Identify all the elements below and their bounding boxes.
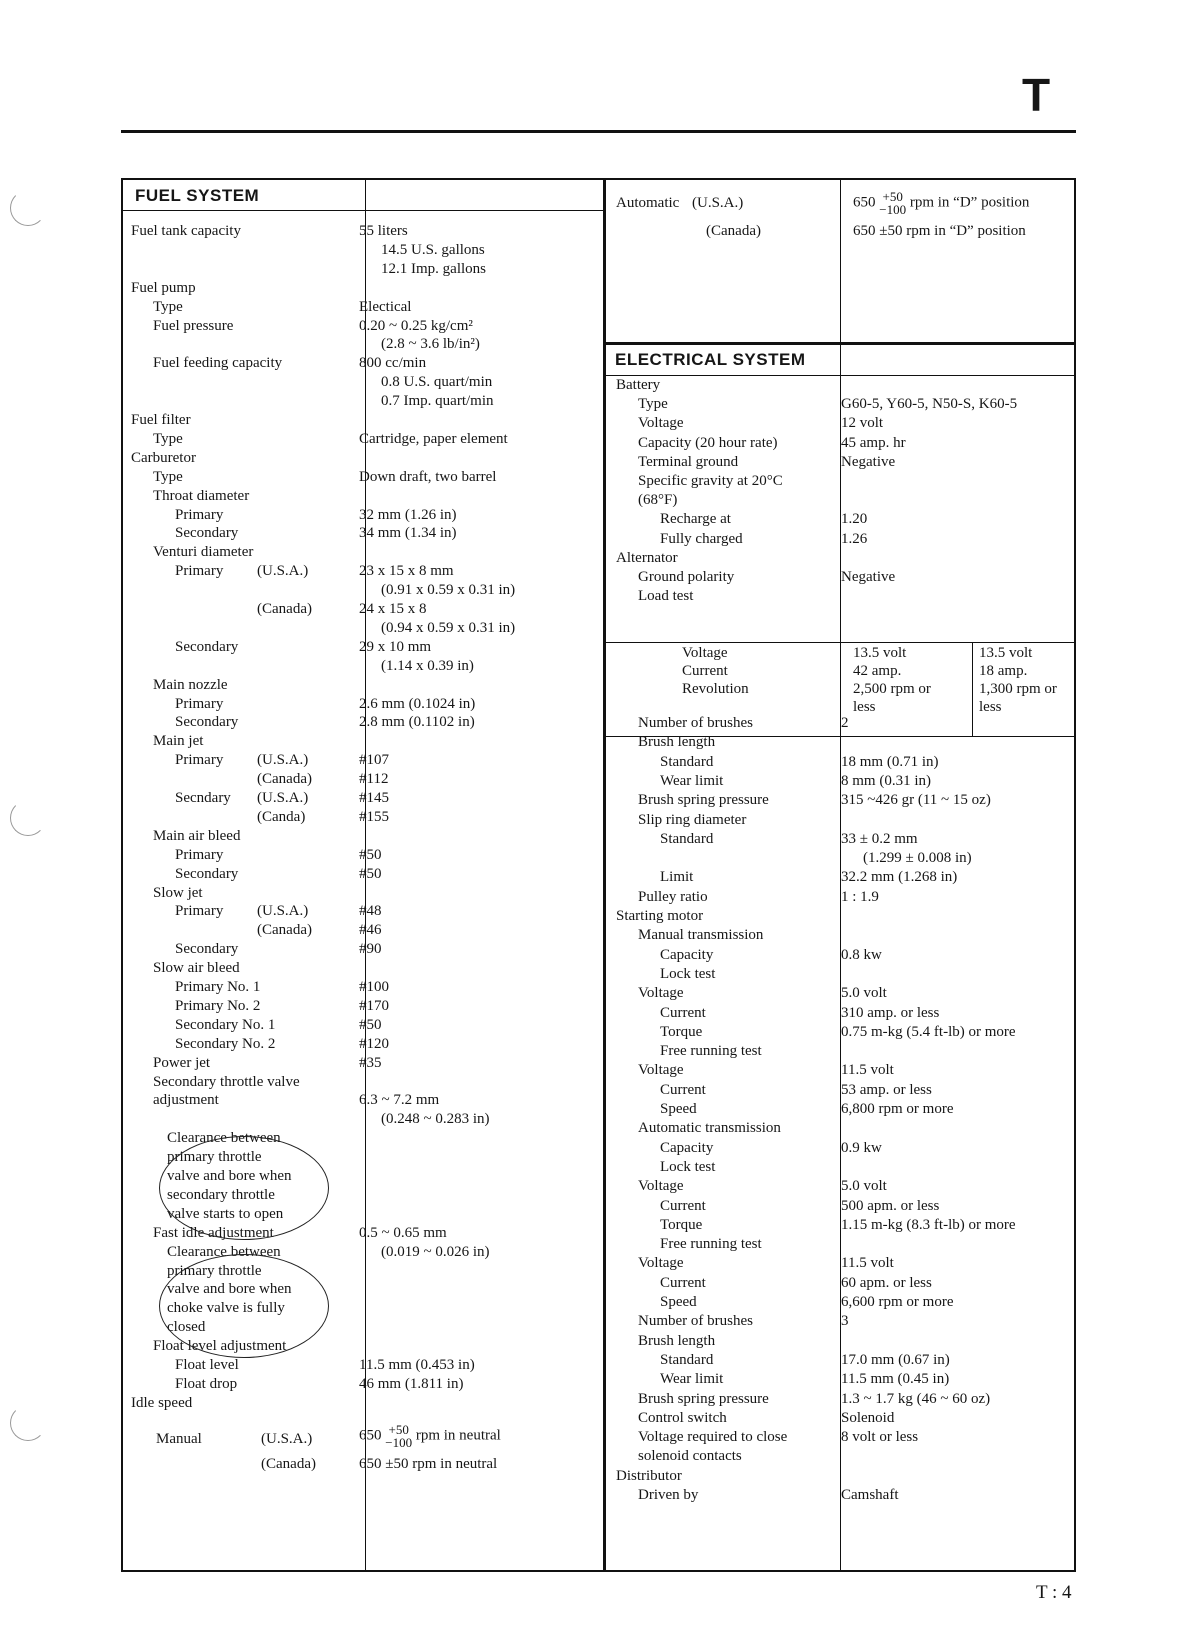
- elec-b-row-30-label: Speed: [660, 1294, 697, 1310]
- load-test-label-current: Current: [682, 663, 728, 679]
- elec-a-row-7-label: Recharge at: [660, 511, 731, 528]
- fuel-row-33-value: #50: [359, 846, 382, 863]
- elec-b-row-35-label: Brush spring pressure: [638, 1390, 769, 1407]
- idle-manual-label: Manual: [156, 1431, 202, 1447]
- fuel-row-18-label: Primary: [175, 563, 224, 580]
- elec-b-row-0-value: 2: [841, 715, 849, 731]
- fuel-row-4-label: Type: [153, 298, 183, 315]
- elec-a-row-6-label: (68°F): [638, 492, 678, 509]
- fuel-row-44-value: #35: [359, 1054, 382, 1071]
- elec-b-row-22-value: 0.9 kw: [841, 1139, 882, 1156]
- fuel-row-22-value: 29 x 10 mm: [359, 638, 432, 655]
- automatic-usa-tolerance: [879, 190, 906, 216]
- elec-b-row-6-value: 33 ± 0.2 mm: [841, 830, 918, 847]
- elec-b-row-0-label: Number of brushes: [638, 715, 753, 731]
- elec-b-row-12-value: 0.8 kw: [841, 946, 882, 963]
- elec-b-row-36-label: Control switch: [638, 1409, 727, 1426]
- fuel-row-7-label: Fuel feeding capacity: [153, 355, 283, 372]
- fuel-row-57-label: choke valve is fully: [167, 1300, 285, 1317]
- fuel-row-33-label: Primary: [175, 846, 224, 863]
- fuel-row-53-label: Fast idle adjustment: [153, 1224, 274, 1241]
- elec-b-row-33-value: 17.0 mm (0.67 in): [841, 1351, 950, 1368]
- elec-b-row-3-label: Wear limit: [660, 772, 724, 789]
- load-test-top: [603, 642, 1074, 643]
- elec-b-row-36-value: Solenoid: [841, 1409, 895, 1426]
- fuel-system-title: FUEL SYSTEM: [135, 186, 260, 205]
- fuel-row-42-value: #50: [359, 1016, 382, 1033]
- page-number: T : 4: [1036, 1582, 1072, 1603]
- fuel-row-40-value: #100: [359, 979, 389, 995]
- elec-b-row-34-label: Wear limit: [660, 1371, 724, 1388]
- elec-b-row-16-label: Torque: [660, 1023, 703, 1040]
- elec-b-row-8-value: 32.2 mm (1.268 in): [841, 869, 958, 886]
- fuel-row-20-region: (Canada): [257, 601, 312, 617]
- fuel-row-30-value: #145: [359, 790, 389, 806]
- automatic-canada-value: 650 ±50 rpm in “D” position: [853, 223, 1026, 239]
- fuel-row-54-label: Clearance between: [167, 1243, 281, 1260]
- fuel-row-56-label: valve and bore when: [167, 1281, 292, 1298]
- fuel-row-25-label: Primary: [175, 695, 224, 712]
- elec-a-row-2-label: Voltage: [638, 415, 684, 432]
- elec-a-row-0-label: Battery: [616, 377, 661, 393]
- elec-b-row-12-label: Capacity: [660, 946, 714, 963]
- fuel-row-5-value: 0.20 ~ 0.25 kg/cm²: [359, 317, 473, 334]
- fuel-row-16-label: Secondary: [175, 525, 239, 542]
- idle-usa-tolerance: [385, 1423, 412, 1449]
- elec-b-row-2-label: Standard: [660, 753, 714, 770]
- fuel-title-underline: [123, 210, 603, 211]
- idle-usa-value: [359, 1423, 501, 1449]
- fuel-row-45-label: Secondary throttle valve: [153, 1073, 300, 1090]
- fuel-row-20-value: 24 x 15 x 8: [359, 601, 427, 617]
- fuel-row-62-label: Idle speed: [131, 1394, 193, 1411]
- elec-a-row-9-label: Alternator: [616, 549, 678, 566]
- fuel-row-43-label: Secondary No. 2: [175, 1035, 276, 1052]
- fuel-row-2-value: 12.1 Imp. gallons: [381, 260, 486, 277]
- automatic-usa-base: 650: [853, 194, 876, 211]
- fuel-row-60-value: 11.5 mm (0.453 in): [359, 1357, 475, 1373]
- fuel-row-29-value: #112: [359, 771, 389, 788]
- elec-b-row-21-label: Automatic transmission: [638, 1120, 781, 1137]
- fuel-row-26-label: Secondary: [175, 714, 239, 731]
- elec-a-row-10-label: Ground polarity: [638, 569, 735, 585]
- elec-b-row-38-label: solenoid contacts: [638, 1448, 742, 1465]
- automatic-usa-tail: rpm in “D” position: [909, 194, 1030, 211]
- idle-usa-base: 650: [359, 1427, 382, 1444]
- fuel-row-11-label: Type: [153, 430, 183, 447]
- fuel-row-13-value: Down draft, two barrel: [359, 468, 497, 485]
- idle-canada-label: (Canada): [261, 1456, 316, 1472]
- fuel-row-23-value: (1.14 x 0.39 in): [381, 657, 474, 674]
- elec-b-row-40-label: Driven by: [638, 1487, 699, 1503]
- elec-b-row-18-value: 11.5 volt: [841, 1062, 894, 1079]
- elec-a-row-8-label: Fully charged: [660, 530, 743, 547]
- elec-b-row-25-label: Current: [660, 1197, 706, 1214]
- fuel-row-8-value: 0.8 U.S. quart/min: [381, 374, 493, 391]
- elec-b-row-19-label: Current: [660, 1081, 706, 1098]
- binder-hole-top: [10, 190, 46, 226]
- fuel-row-41-value: #170: [359, 997, 389, 1014]
- fuel-row-10-label: Fuel filter: [131, 412, 191, 428]
- elec-title-underline: [603, 375, 1074, 376]
- fuel-row-3-label: Fuel pump: [131, 279, 196, 296]
- elec-b-row-28-label: Voltage: [638, 1255, 684, 1272]
- fuel-row-40-label: Primary No. 1: [175, 979, 261, 995]
- elec-b-row-15-label: Current: [660, 1004, 706, 1021]
- load-test-c1-less: less: [853, 699, 876, 715]
- fuel-row-34-value: #50: [359, 865, 382, 882]
- automatic-usa-label: (U.S.A.): [692, 195, 744, 211]
- elec-b-row-14-value: 5.0 volt: [841, 985, 887, 1002]
- fuel-row-14-label: Throat diameter: [153, 487, 250, 504]
- fuel-row-34-label: Secondary: [175, 865, 239, 882]
- fuel-row-42-label: Secondary No. 1: [175, 1016, 276, 1033]
- fuel-row-0-label: Fuel tank capacity: [131, 223, 241, 239]
- elec-b-row-37-label: Voltage required to close: [638, 1429, 788, 1446]
- elec-b-row-24-label: Voltage: [638, 1178, 684, 1195]
- elec-a-row-8-value: 1.26: [841, 530, 868, 547]
- fuel-row-19-value: (0.91 x 0.59 x 0.31 in): [381, 582, 516, 599]
- fuel-row-38-value: #90: [359, 941, 382, 958]
- fuel-row-17-label: Venturi diameter: [153, 544, 254, 561]
- elec-b-row-9-label: Pulley ratio: [638, 888, 708, 905]
- fuel-row-11-value: Cartridge, paper element: [359, 430, 508, 447]
- fuel-row-28-value: #107: [359, 752, 389, 769]
- elec-a-row-7-value: 1.20: [841, 511, 868, 528]
- elec-b-row-29-label: Current: [660, 1274, 706, 1291]
- clearance-bracket-2: [159, 1254, 329, 1358]
- idle-tol-plus: +50: [388, 1422, 409, 1437]
- elec-a-row-5-label: Specific gravity at 20°C: [638, 473, 783, 489]
- auto-tol-plus: +50: [882, 189, 903, 204]
- elec-b-row-19-value: 53 amp. or less: [841, 1081, 932, 1098]
- fuel-row-28-region: (U.S.A.): [257, 752, 309, 769]
- elec-b-row-4-label: Brush spring pressure: [638, 792, 769, 809]
- elec-a-row-4-value: Negative: [841, 453, 896, 470]
- automatic-label: Automatic: [616, 195, 680, 211]
- fuel-row-51-label: secondary throttle: [167, 1186, 275, 1203]
- elec-a-row-11-label: Load test: [638, 588, 694, 605]
- elec-b-row-25-value: 500 apm. or less: [841, 1197, 940, 1214]
- elec-b-row-14-label: Voltage: [638, 985, 684, 1002]
- fuel-row-32-label: Main air bleed: [153, 827, 241, 844]
- fuel-row-41-label: Primary No. 2: [175, 997, 261, 1014]
- elec-b-row-26-value: 1.15 m-kg (8.3 ft-lb) or more: [841, 1216, 1016, 1233]
- fuel-row-15-label: Primary: [175, 506, 224, 523]
- fuel-row-58-label: closed: [167, 1319, 206, 1336]
- elec-a-row-10-value: Negative: [841, 569, 896, 585]
- fuel-row-0-value: 55 liters: [359, 223, 408, 239]
- elec-b-row-2-value: 18 mm (0.71 in): [841, 753, 939, 770]
- fuel-row-27-label: Main jet: [153, 733, 204, 750]
- automatic-usa-value: [853, 190, 1029, 216]
- elec-b-row-39-label: Distributor: [616, 1467, 682, 1484]
- fuel-row-46-value: 6.3 ~ 7.2 mm: [359, 1092, 440, 1109]
- fuel-row-36-label: Primary: [175, 903, 224, 920]
- load-test-c2-voltage: 13.5 volt: [979, 645, 1033, 661]
- fuel-row-38-label: Secondary: [175, 941, 239, 958]
- elec-a-row-1-label: Type: [638, 396, 668, 413]
- elec-b-row-34-value: 11.5 mm (0.45 in): [841, 1371, 950, 1388]
- fuel-row-18-value: 23 x 15 x 8 mm: [359, 563, 454, 580]
- fuel-row-53-value: 0.5 ~ 0.65 mm: [359, 1224, 447, 1241]
- load-test-c1-current: 42 amp.: [853, 663, 902, 679]
- page-letter: T: [1022, 69, 1051, 121]
- elec-b-row-3-value: 8 mm (0.31 in): [841, 772, 931, 789]
- elec-b-row-6-label: Standard: [660, 830, 714, 847]
- elec-a-row-2-value: 12 volt: [841, 415, 884, 432]
- fuel-row-18-region: (U.S.A.): [257, 563, 309, 580]
- fuel-row-24-label: Main nozzle: [153, 676, 228, 693]
- fuel-row-39-label: Slow air bleed: [153, 960, 240, 977]
- fuel-row-15-value: 32 mm (1.26 in): [359, 506, 457, 523]
- fuel-row-59-label: Float level adjustment: [153, 1338, 287, 1355]
- fuel-row-5-label: Fuel pressure: [153, 317, 234, 334]
- clearance-bracket-1: [159, 1136, 329, 1240]
- elec-b-row-31-label: Number of brushes: [638, 1313, 753, 1330]
- fuel-row-35-label: Slow jet: [153, 884, 203, 901]
- fuel-row-9-value: 0.7 Imp. quart/min: [381, 393, 494, 410]
- fuel-row-55-label: primary throttle: [167, 1262, 262, 1279]
- fuel-row-28-label: Primary: [175, 752, 224, 769]
- fuel-row-61-label: Float drop: [175, 1375, 238, 1392]
- fuel-row-36-value: #48: [359, 903, 382, 920]
- elec-b-row-15-value: 310 amp. or less: [841, 1004, 940, 1021]
- fuel-row-12-label: Carburetor: [131, 449, 196, 466]
- elec-b-row-26-label: Torque: [660, 1216, 703, 1233]
- load-test-label-revolution: Revolution: [682, 681, 749, 697]
- fuel-row-60-label: Float level: [175, 1357, 239, 1373]
- fuel-row-25-value: 2.6 mm (0.1024 in): [359, 695, 476, 712]
- auto-block-bottom: [603, 342, 1074, 345]
- fuel-row-1-value: 14.5 U.S. gallons: [381, 241, 485, 258]
- fuel-row-47-value: (0.248 ~ 0.283 in): [381, 1111, 490, 1128]
- fuel-row-44-label: Power jet: [153, 1054, 211, 1071]
- elec-b-row-33-label: Standard: [660, 1351, 714, 1368]
- elec-b-row-35-value: 1.3 ~ 1.7 kg (46 ~ 60 oz): [841, 1390, 991, 1407]
- elec-b-row-18-label: Voltage: [638, 1062, 684, 1079]
- fuel-row-61-value: 46 mm (1.811 in): [359, 1375, 464, 1392]
- elec-b-row-7-value: (1.299 ± 0.008 in): [863, 850, 972, 867]
- fuel-row-30-label: Secndary: [175, 790, 231, 806]
- elec-b-row-20-label: Speed: [660, 1101, 697, 1117]
- elec-b-row-37-value: 8 volt or less: [841, 1429, 919, 1446]
- elec-b-row-13-label: Lock test: [660, 965, 716, 982]
- load-test-label-voltage: Voltage: [682, 645, 728, 661]
- fuel-row-6-value: (2.8 ~ 3.6 lb/in²): [381, 336, 480, 353]
- fuel-row-13-label: Type: [153, 468, 183, 485]
- fuel-row-30-region: (U.S.A.): [257, 790, 309, 806]
- fuel-row-52-label: valve starts to open: [167, 1205, 284, 1222]
- fuel-row-37-region: (Canada): [257, 922, 312, 939]
- idle-usa-tail: rpm in neutral: [415, 1427, 501, 1444]
- elec-b-row-16-value: 0.75 m-kg (5.4 ft-lb) or more: [841, 1023, 1016, 1040]
- fuel-row-37-value: #46: [359, 922, 382, 939]
- elec-a-row-3-label: Capacity (20 hour rate): [638, 434, 778, 451]
- elec-a-row-1-value: G60-5, Y60-5, N50-S, K60-5: [841, 396, 1018, 413]
- idle-usa-label: (U.S.A.): [261, 1431, 313, 1447]
- idle-canada-value: 650 ±50 rpm in neutral: [359, 1456, 498, 1472]
- elec-b-row-5-label: Slip ring diameter: [638, 811, 747, 828]
- auto-tol-minus: −100: [879, 202, 907, 217]
- electrical-system-title: ELECTRICAL SYSTEM: [615, 350, 806, 369]
- elec-b-row-32-label: Brush length: [638, 1332, 716, 1349]
- fuel-row-46-label: adjustment: [153, 1092, 219, 1109]
- automatic-canada-label: (Canada): [706, 223, 761, 239]
- elec-b-row-27-label: Free running test: [660, 1236, 762, 1253]
- fuel-row-43-value: #120: [359, 1035, 389, 1052]
- fuel-row-36-region: (U.S.A.): [257, 903, 309, 920]
- fuel-row-4-value: Electical: [359, 298, 412, 315]
- fuel-row-50-label: valve and bore when: [167, 1168, 292, 1184]
- elec-a-row-4-label: Terminal ground: [638, 453, 739, 470]
- spec-table: [121, 178, 1076, 1572]
- elec-b-row-9-value: 1 : 1.9: [841, 888, 879, 905]
- binder-hole-bottom: [10, 1405, 46, 1441]
- elec-b-row-4-value: 315 ~426 gr (11 ~ 15 oz): [841, 792, 991, 809]
- fuel-row-48-label: Clearance between: [167, 1130, 281, 1147]
- elec-b-row-8-label: Limit: [660, 869, 694, 886]
- idle-tol-minus: −100: [385, 1435, 413, 1450]
- elec-b-row-22-label: Capacity: [660, 1139, 714, 1156]
- binder-hole-middle: [10, 800, 46, 836]
- fuel-row-29-region: (Canada): [257, 771, 312, 788]
- fuel-row-54-value: (0.019 ~ 0.026 in): [381, 1243, 490, 1260]
- elec-b-row-11-label: Manual transmission: [638, 927, 764, 944]
- fuel-row-49-label: primary throttle: [167, 1149, 262, 1166]
- load-test-c1-voltage: 13.5 volt: [853, 645, 907, 661]
- fuel-row-31-value: #155: [359, 808, 389, 825]
- elec-b-row-10-label: Starting motor: [616, 908, 704, 924]
- elec-b-row-31-value: 3: [841, 1313, 849, 1330]
- elec-b-row-20-value: 6,800 rpm or more: [841, 1101, 954, 1117]
- elec-b-row-29-value: 60 apm. or less: [841, 1274, 932, 1291]
- elec-b-row-17-label: Free running test: [660, 1043, 762, 1060]
- elec-b-row-23-label: Lock test: [660, 1158, 716, 1175]
- elec-b-row-24-value: 5.0 volt: [841, 1178, 887, 1195]
- fuel-row-7-value: 800 cc/min: [359, 355, 427, 372]
- elec-b-row-40-value: Camshaft: [841, 1487, 899, 1503]
- fuel-row-21-value: (0.94 x 0.59 x 0.31 in): [381, 619, 516, 636]
- load-test-col-divider: [972, 642, 973, 736]
- load-test-c2-current: 18 amp.: [979, 663, 1028, 679]
- elec-a-row-3-value: 45 amp. hr: [841, 434, 906, 451]
- section-divider: [603, 180, 606, 1570]
- load-test-c2-revolution: 1,300 rpm or: [979, 681, 1057, 697]
- fuel-row-26-value: 2.8 mm (0.1102 in): [359, 714, 475, 731]
- fuel-row-22-label: Secondary: [175, 638, 239, 655]
- elec-b-row-28-value: 11.5 volt: [841, 1255, 894, 1272]
- load-test-c1-revolution: 2,500 rpm or: [853, 681, 931, 697]
- fuel-row-16-value: 34 mm (1.34 in): [359, 525, 457, 542]
- header-rule: [121, 130, 1076, 133]
- load-test-c2-less: less: [979, 699, 1002, 715]
- elec-b-row-1-label: Brush length: [638, 734, 716, 751]
- fuel-row-31-region: (Canda): [257, 808, 306, 825]
- elec-b-row-30-value: 6,600 rpm or more: [841, 1294, 954, 1310]
